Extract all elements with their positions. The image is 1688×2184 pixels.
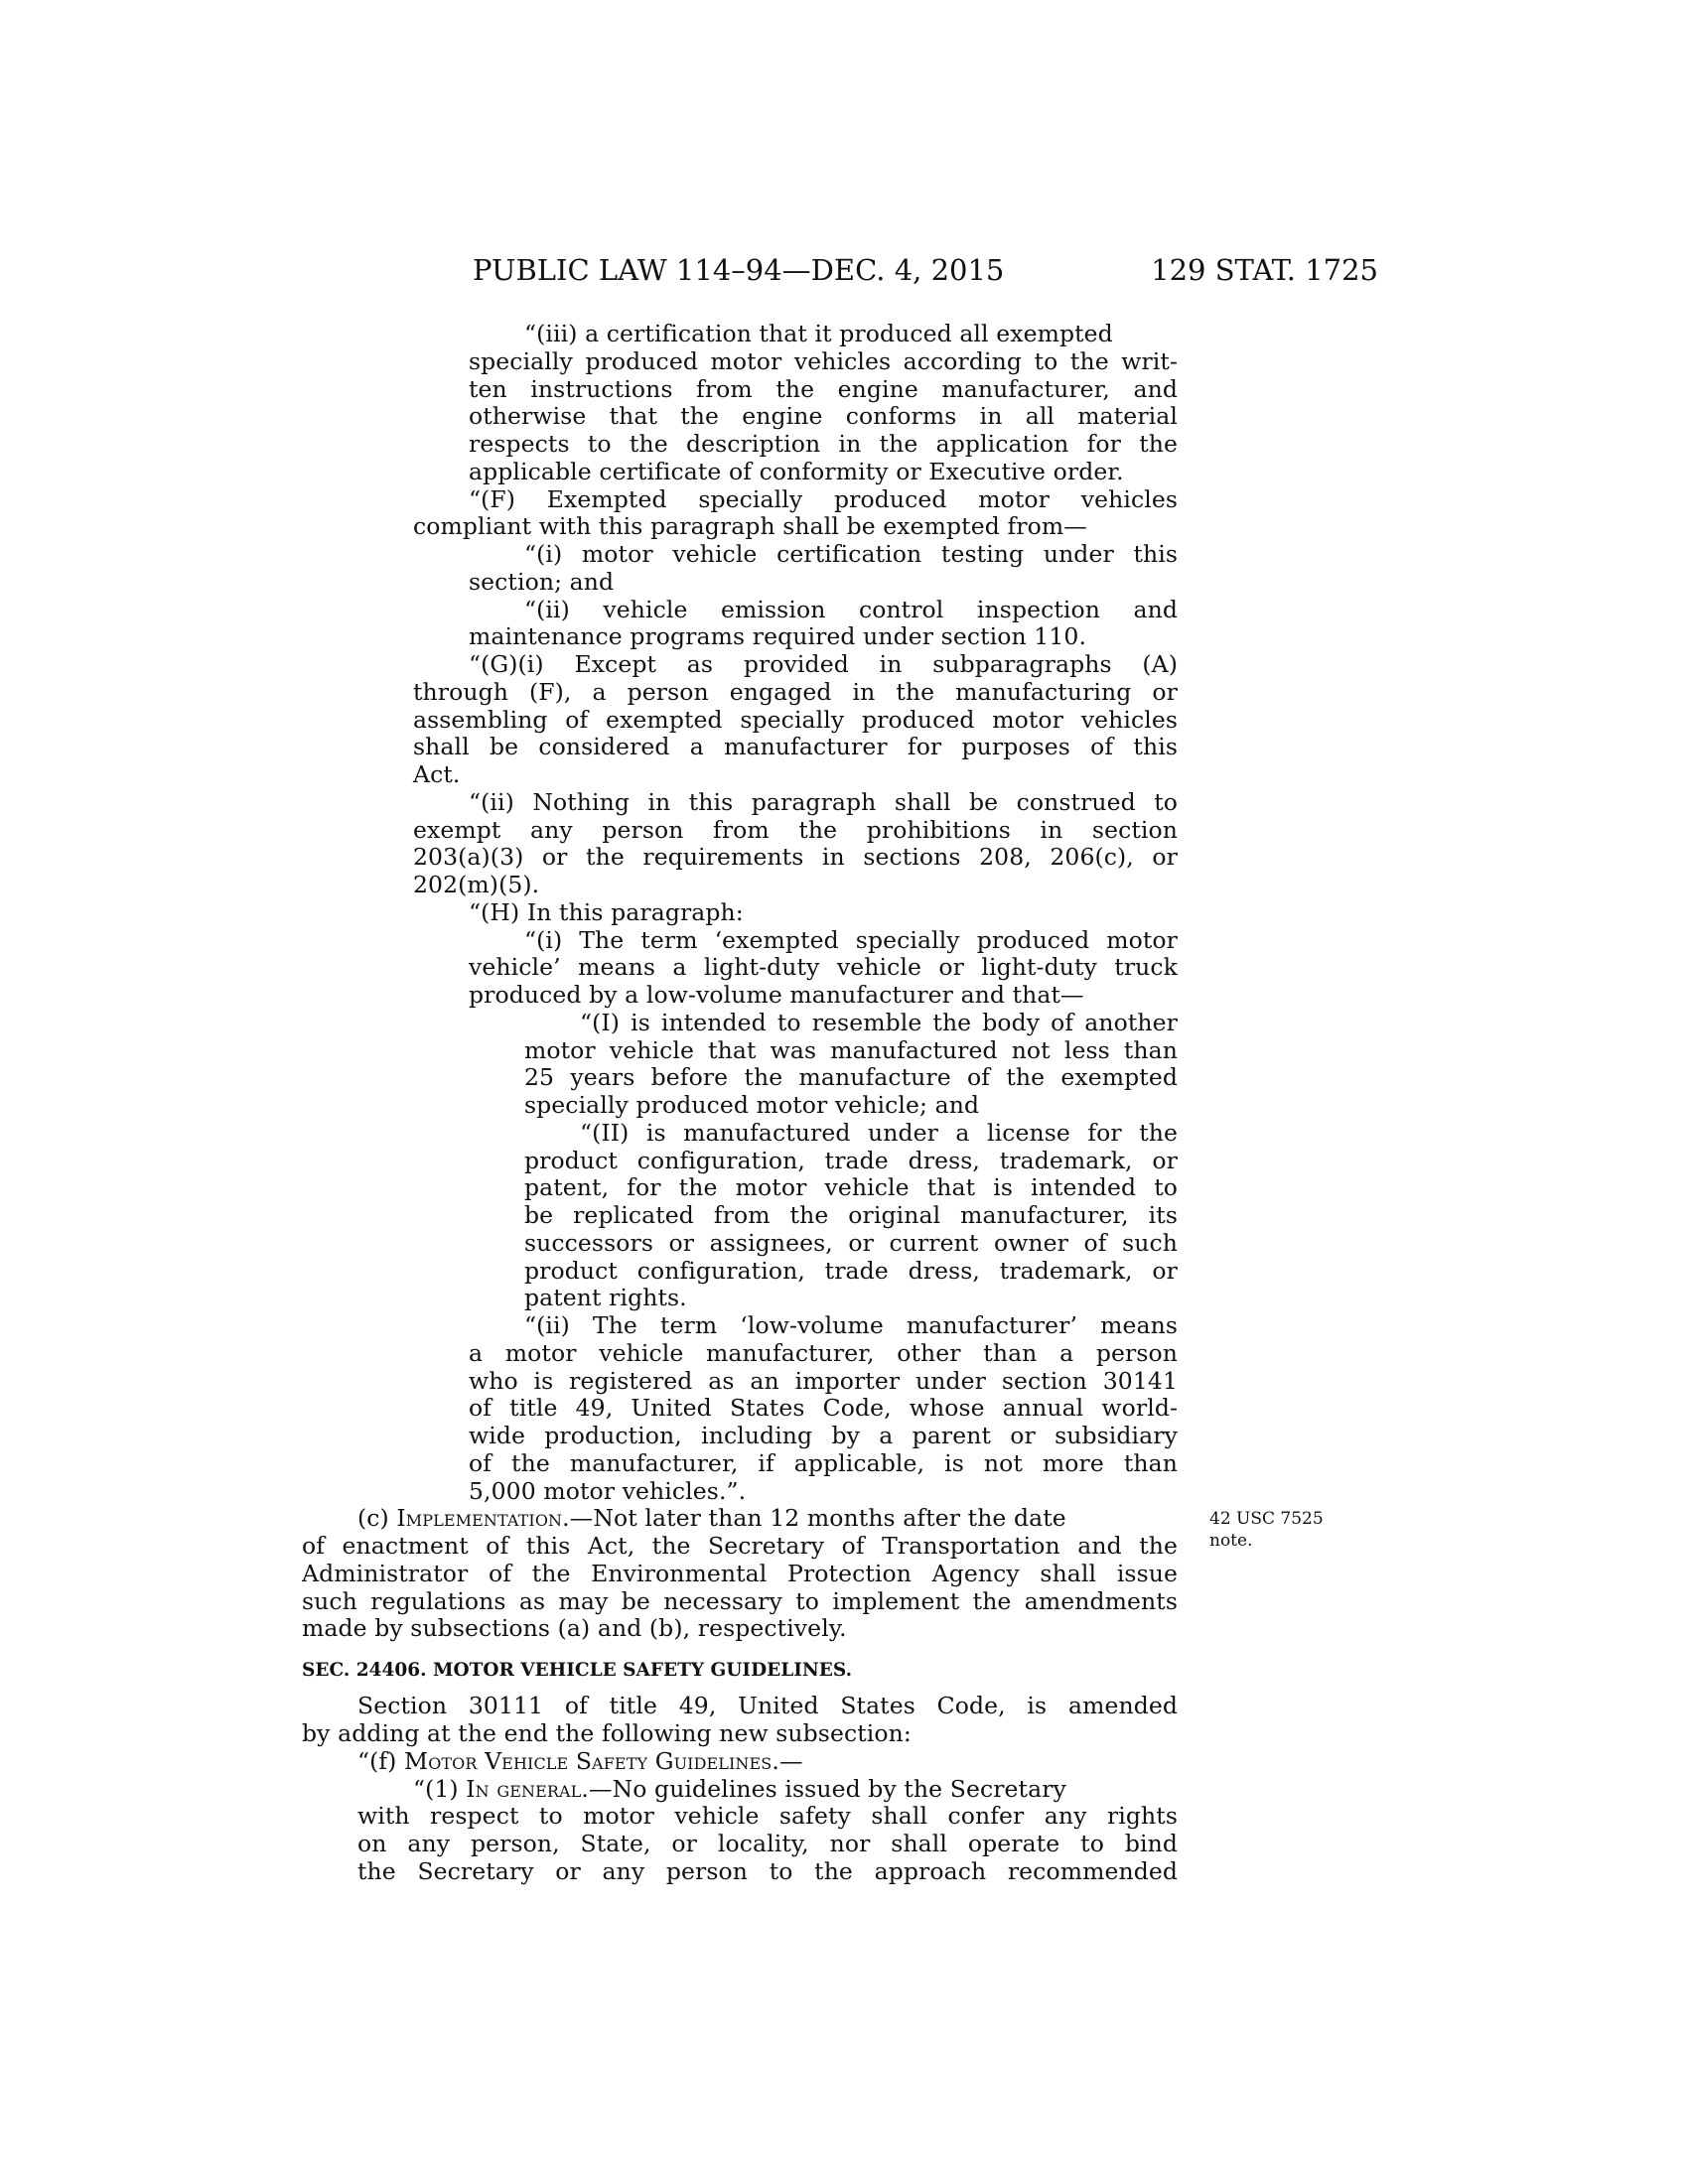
text-line: Administrator of the Environmental Protection Agency shall issue <box>302 1560 1178 1587</box>
subsection-designator: (c) <box>357 1504 397 1532</box>
text-line: 203(a)(3) or the requirements in sections 208, 206(c), or <box>413 843 1178 871</box>
text-line: produced by a low-volume manufacturer and that— <box>469 981 1084 1009</box>
text-line: respects to the description in the application for the <box>469 430 1178 458</box>
text-line: successors or assignees, or current owner of such <box>524 1229 1178 1257</box>
text-line: “(ii) vehicle emission control inspection and <box>524 596 1178 623</box>
text-line: Section 30111 of title 49, United States Code, is amended <box>357 1692 1178 1719</box>
text-line: through (F), a person engaged in the manufacturing or <box>413 678 1178 706</box>
subsection-caption: Implementation <box>396 1504 563 1532</box>
paragraph-caption: In general <box>466 1775 582 1803</box>
text-line: “(i) The term ‘exempted specially produced motor <box>524 926 1178 954</box>
text-line: with respect to motor vehicle safety shall confer any rights <box>357 1802 1178 1830</box>
text-line: who is registered as an importer under section 30141 <box>469 1367 1178 1395</box>
margin-note-label: note. <box>1209 1531 1253 1551</box>
text-line: Act. <box>413 760 461 788</box>
paragraph-text: .—No guidelines issued by the Secretary <box>581 1775 1066 1803</box>
paragraph-designator: “(1) <box>413 1775 467 1803</box>
text-line: by adding at the end the following new subsection: <box>302 1719 912 1747</box>
text-line: ten instructions from the engine manufacturer, and <box>469 375 1178 403</box>
implementation-lead-line <box>357 1504 1066 1532</box>
margin-note-usc: 42 USC 7525 <box>1209 1509 1324 1529</box>
text-line: of title 49, United States Code, whose annual world- <box>469 1394 1178 1422</box>
subsection-text: .—Not later than 12 months after the date <box>562 1504 1066 1532</box>
subsection-designator: “(f) <box>357 1747 405 1775</box>
text-line: vehicle’ means a light-duty vehicle or light-duty truck <box>469 953 1178 981</box>
text-line: “(i) motor vehicle certification testing under this <box>524 540 1178 568</box>
text-line: “(F) Exempted specially produced motor vehicles <box>469 485 1178 513</box>
text-line: “(iii) a certification that it produced all exempted <box>524 320 1113 347</box>
text-line: patent, for the motor vehicle that is intended to <box>524 1173 1178 1201</box>
text-line: wide production, including by a parent or subsidiary <box>469 1422 1178 1449</box>
text-line: exempt any person from the prohibitions in section <box>413 816 1178 844</box>
text-line: shall be considered a manufacturer for purposes of this <box>413 733 1178 760</box>
page-header <box>473 250 1378 290</box>
text-line: maintenance programs required under section 110. <box>469 622 1087 650</box>
header-stat-page: 129 STAT. 1725 <box>1151 253 1378 287</box>
text-line: product configuration, trade dress, trademark, or <box>524 1147 1178 1174</box>
text-line: applicable certificate of conformity or Executive order. <box>469 458 1124 485</box>
text-line: 5,000 motor vehicles.”. <box>469 1477 747 1505</box>
text-line: “(G)(i) Except as provided in subparagraphs (A) <box>469 650 1178 678</box>
text-line: of the manufacturer, if applicable, is not more than <box>469 1449 1178 1477</box>
text-line: such regulations as may be necessary to implement the amendments <box>302 1587 1178 1615</box>
text-line: motor vehicle that was manufactured not less than <box>524 1036 1178 1064</box>
text-line: patent rights. <box>524 1284 687 1311</box>
header-law-citation: PUBLIC LAW 114–94—DEC. 4, 2015 <box>473 253 1005 287</box>
text-line: “(II) is manufactured under a license for the <box>580 1119 1178 1147</box>
text-line: of enactment of this Act, the Secretary of Transportation and the <box>302 1532 1178 1560</box>
section-heading: SEC. 24406. MOTOR VEHICLE SAFETY GUIDELINES. <box>302 1660 853 1681</box>
text-line: assembling of exempted specially produced motor vehicles <box>413 706 1178 734</box>
subsection-caption: Motor Vehicle Safety Guidelines <box>404 1747 773 1775</box>
text-line: specially produced motor vehicles according to the writ- <box>469 347 1178 375</box>
text-line: otherwise that the engine conforms in all material <box>469 402 1178 430</box>
paragraph-1-lead-line <box>413 1775 1066 1803</box>
text-line: “(H) In this paragraph: <box>469 898 744 926</box>
text-line: be replicated from the original manufacturer, its <box>524 1201 1178 1229</box>
text-line: specially produced motor vehicle; and <box>524 1091 980 1119</box>
text-line: on any person, State, or locality, nor shall operate to bind <box>357 1830 1178 1857</box>
text-line: made by subsections (a) and (b), respectively. <box>302 1614 847 1642</box>
text-line: product configuration, trade dress, trademark, or <box>524 1257 1178 1285</box>
text-line: 25 years before the manufacture of the exempted <box>524 1063 1178 1091</box>
text-line: 202(m)(5). <box>413 871 540 898</box>
subsection-f-heading <box>357 1747 803 1775</box>
text-line: a motor vehicle manufacturer, other than a person <box>469 1339 1178 1367</box>
subsection-text: .— <box>772 1747 803 1775</box>
text-line: “(ii) Nothing in this paragraph shall be construed to <box>469 788 1178 816</box>
text-line: the Secretary or any person to the approach recommended <box>357 1857 1178 1885</box>
text-line: “(ii) The term ‘low-volume manufacturer’ means <box>524 1311 1178 1339</box>
text-line: compliant with this paragraph shall be exempted from— <box>413 512 1087 540</box>
text-line: section; and <box>469 568 615 596</box>
text-line: “(I) is intended to resemble the body of another <box>580 1009 1178 1036</box>
